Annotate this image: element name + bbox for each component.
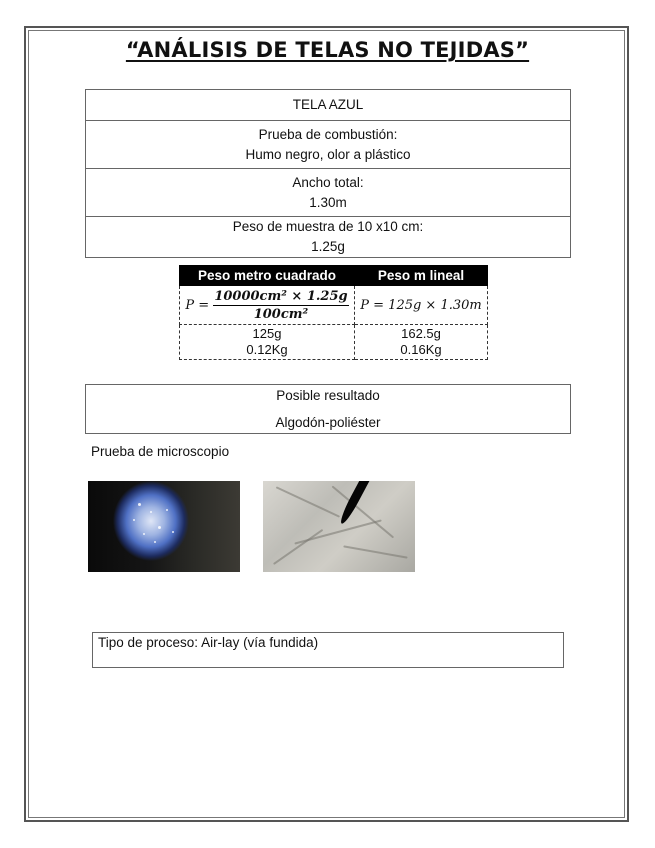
formula-numerator: 10000cm² × 1.25g bbox=[214, 288, 348, 304]
header-linear-meter-weight: Peso m lineal bbox=[355, 266, 488, 286]
header-square-meter-weight: Peso metro cuadrado bbox=[180, 266, 355, 286]
value-grams: 162.5g bbox=[401, 326, 441, 341]
width-cell bbox=[86, 169, 571, 217]
process-type-text: Tipo de proceso: Air-lay (vía fundida) bbox=[98, 635, 319, 650]
sample-weight-label: Peso de muestra de 10 x10 cm: bbox=[232, 219, 424, 234]
fabric-info-table bbox=[85, 89, 571, 258]
linear-meter-values bbox=[355, 325, 488, 360]
formula-linear-meter: P = 125g × 1.30m bbox=[355, 286, 488, 325]
width-label: Ancho total: bbox=[292, 174, 364, 190]
microscope-needle bbox=[338, 481, 372, 526]
microscope-image-blue-fibers bbox=[88, 481, 240, 572]
weight-calculation-table bbox=[179, 265, 488, 360]
result-label: Posible resultado bbox=[276, 388, 380, 403]
formula-square-meter bbox=[180, 286, 355, 325]
value-kilograms: 0.16Kg bbox=[400, 342, 442, 357]
combustion-test-cell bbox=[86, 121, 571, 169]
sample-weight-value: 1.25g bbox=[311, 239, 345, 254]
result-value: Algodón-poliéster bbox=[275, 415, 381, 430]
width-value: 1.30m bbox=[309, 194, 347, 210]
fabric-name: TELA AZUL bbox=[86, 90, 571, 121]
sample-weight-cell bbox=[86, 217, 571, 258]
process-type-box bbox=[92, 632, 564, 668]
combustion-value: Humo negro, olor a plástico bbox=[245, 146, 411, 162]
square-meter-values bbox=[180, 325, 355, 360]
possible-result-box bbox=[85, 384, 571, 434]
formula-lhs: P = bbox=[185, 297, 210, 313]
combustion-label: Prueba de combustión: bbox=[258, 126, 398, 142]
formula-fraction bbox=[213, 289, 348, 322]
formula-denominator: 100cm² bbox=[253, 306, 309, 322]
document-title: “ANÁLISIS DE TELAS NO TEJIDAS” bbox=[125, 38, 530, 62]
microscope-test-label: Prueba de microscopio bbox=[91, 444, 230, 459]
value-grams: 125g bbox=[252, 326, 282, 341]
microscope-image-fiber-closeup bbox=[263, 481, 415, 572]
value-kilograms: 0.12Kg bbox=[246, 342, 288, 357]
